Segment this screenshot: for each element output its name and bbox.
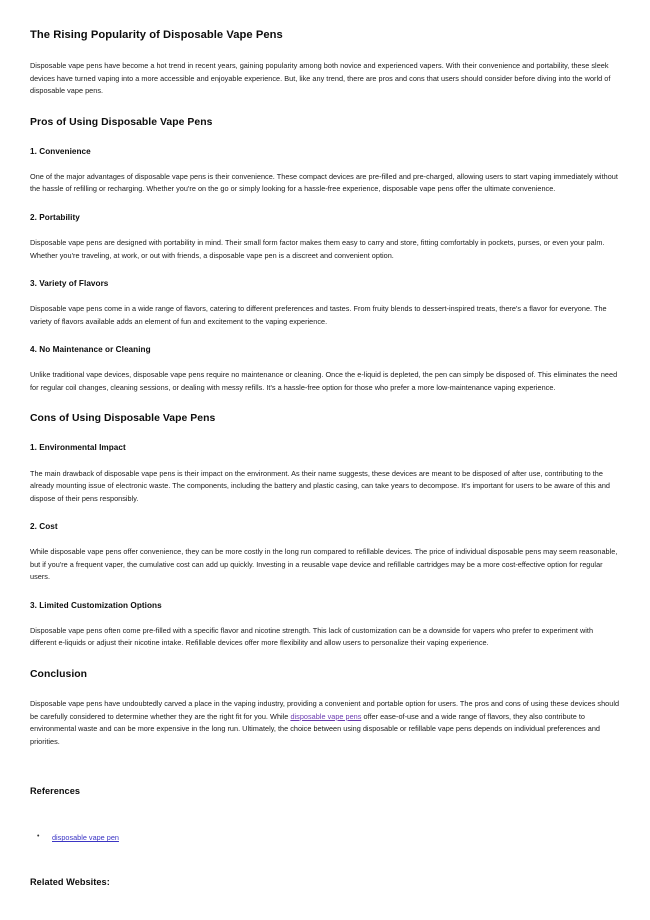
intro-paragraph: Disposable vape pens have become a hot trend in recent years, gaining popularity among both novice and experienced vapers. With their convenience and portability, these sleek devices have turned vaping into a more accessible and enjoyable experience. But, like any trend, there are pros and cons that users should consider before diving into the world of disposable vape pens. [30,61,611,96]
sub-heading-variety-of-flavors: 3. Variety of Flavors [30,279,109,289]
conclusion-text-part-2: offer ease-of-use and a wide range of flavors, they also contribute to environmental waste and can be more expensive in the long run. Ultimately, the choice between using disposable or refillable vape pens depends on individual preferences and priorities. [30,711,600,746]
related-websites-heading: Related Websites: [30,876,110,887]
section-heading-cons: Cons of Using Disposable Vape Pens [30,413,216,425]
paragraph-convenience: One of the major advantages of disposable vape pens is their convenience. These compact devices are pre-filled and pre-charged, allowing users to start vaping immediately without the hassle of refilling or recharging. Whether you're on the go or simply looking for a hassle-free experience, disposable vape pens offer the ultimate convenience. [30,171,618,194]
list-item [30,832,620,844]
page-title: The Rising Popularity of Disposable Vape Pens [30,29,283,41]
paragraph-limited-customization: Disposable vape pens often come pre-filled with a specific flavor and nicotine strength. This lack of customization can be a downside for vapers who prefer to experiment with different e-liquids or adjust their nicotine intake. Refillable devices offer more flexibility and allow users to personalize their vaping experience. [30,625,594,648]
paragraph-no-maintenance: Unlike traditional vape devices, disposable vape pens require no maintenance or cleaning. Once the e-liquid is depleted, the pen can simply be disposed of. This eliminates the need for regular coil changes, cleaning sessions, or dealing with messy refills. It's a hassle-free option for those who prefer a more low-maintenance vaping experience. [30,370,618,392]
section-heading-conclusion: Conclusion [30,669,88,681]
sub-heading-no-maintenance: 4. No Maintenance or Cleaning [30,345,151,355]
inline-link-disposable-vape-pens[interactable]: disposable vape pens [290,711,362,721]
conclusion-text-part-1: Disposable vape pens have undoubtedly carved a place in the vaping industry, providing a convenient and portable option for users. The pros and cons of using these devices should be carefully considered to determine whether they are the right fit for you. While [30,699,620,721]
paragraph-cost: While disposable vape pens offer convenience, they can be more costly in the long run compared to refillable devices. The price of individual disposable pens may seem reasonable, but if you're a frequent vaper, the cumulative cost can add up quickly. Investing in a reusable vape device and refillable cartridges may be a more cost-effective option for regular users. [30,547,618,582]
paragraph-variety-of-flavors: Disposable vape pens come in a wide range of flavors, catering to different preferences and tastes. From fruity blends to dessert-inspired treats, there's a flavor for everyone. The variety of flavors available adds an element of fun and excitement to the vaping experience. [30,304,607,326]
sub-heading-convenience: 1. Convenience [30,146,91,156]
sub-heading-limited-customization: 3. Limited Customization Options [30,600,162,610]
paragraph-environmental-impact: The main drawback of disposable vape pens is their impact on the environment. As their name suggests, these devices are meant to be disposed of after use, contributing to the already mounting issue of electronic waste. The components, including the battery and plastic casing, can take years to decompose. It's important for users to be aware of this and dispose of their pens responsibly. [30,468,610,503]
paragraph-conclusion [30,698,620,748]
reference-link-disposable-vape-pen[interactable]: disposable vape pen [52,833,119,843]
sub-heading-environmental-impact: 1. Environmental Impact [30,443,126,453]
paragraph-portability: Disposable vape pens are designed with portability in mind. Their small form factor makes them easy to carry and store, fitting comfortably in pockets, purses, or even your palm. Whether you're traveling, at work, or out with friends, a disposable vape pen is a discreet and convenient option. [30,238,605,260]
section-heading-pros: Pros of Using Disposable Vape Pens [30,116,213,128]
sub-heading-cost: 2. Cost [30,522,58,532]
reference-list [30,832,620,844]
references-heading: References [30,786,81,797]
sub-heading-portability: 2. Portability [30,212,80,222]
